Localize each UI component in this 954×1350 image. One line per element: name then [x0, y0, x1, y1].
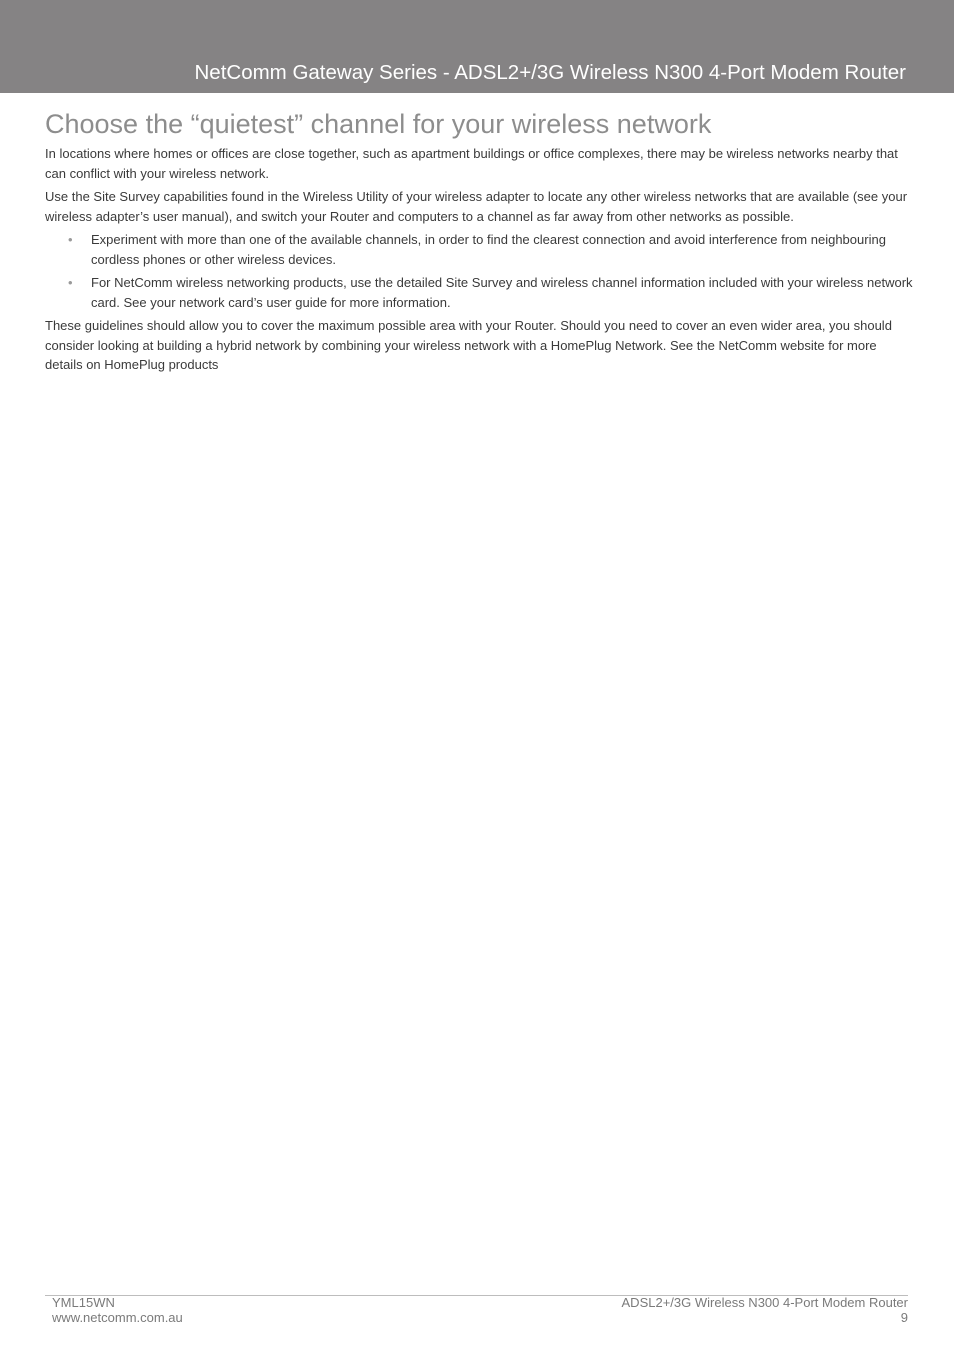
- document-header-title: NetComm Gateway Series - ADSL2+/3G Wireless N300 4-Port Modem Router: [194, 61, 906, 84]
- footer-website: www.netcomm.com.au: [52, 1310, 183, 1325]
- list-item: [45, 230, 913, 269]
- footer-right: [622, 1295, 908, 1325]
- tips-list: [45, 230, 913, 312]
- footer-left: [52, 1295, 183, 1325]
- main-content: [45, 107, 913, 379]
- section-heading: Choose the “quietest” channel for your wireless network: [45, 109, 712, 139]
- intro-paragraph: In locations where homes or offices are close together, such as apartment buildings or office complexes, there may be wireless networks nearby that can conflict with your wireless network.: [45, 146, 898, 181]
- site-survey-paragraph: Use the Site Survey capabilities found in the Wireless Utility of your wireless adapter to locate any other wireless networks that are available (see your wireless adapter’s user manual), and switch your Router and computers to a channel as far away from other networks as possible.: [45, 189, 908, 224]
- list-item-text: For NetComm wireless networking products, use the detailed Site Survey and wireless channel information included with your wireless network card. See your network card’s user guide for more information.: [91, 275, 913, 310]
- footer-model: YML15WN: [52, 1295, 115, 1310]
- footer-product: ADSL2+/3G Wireless N300 4-Port Modem Router: [621, 1295, 908, 1310]
- bullet-icon: •: [68, 232, 73, 247]
- list-item-text: Experiment with more than one of the available channels, in order to find the clearest connection and avoid interference from neighbouring cordless phones or other wireless devices.: [91, 232, 886, 267]
- page-number: 9: [900, 1310, 908, 1325]
- closing-paragraph: These guidelines should allow you to cover the maximum possible area with your Router. Should you need to cover an even wider area, you should consider looking at building a hybrid network by combining your wireless network with a HomePlug Network. See the NetComm website for more details on HomePlug products: [45, 318, 892, 372]
- header-band: [0, 0, 954, 93]
- list-item: [45, 273, 913, 312]
- bullet-icon: •: [68, 275, 73, 290]
